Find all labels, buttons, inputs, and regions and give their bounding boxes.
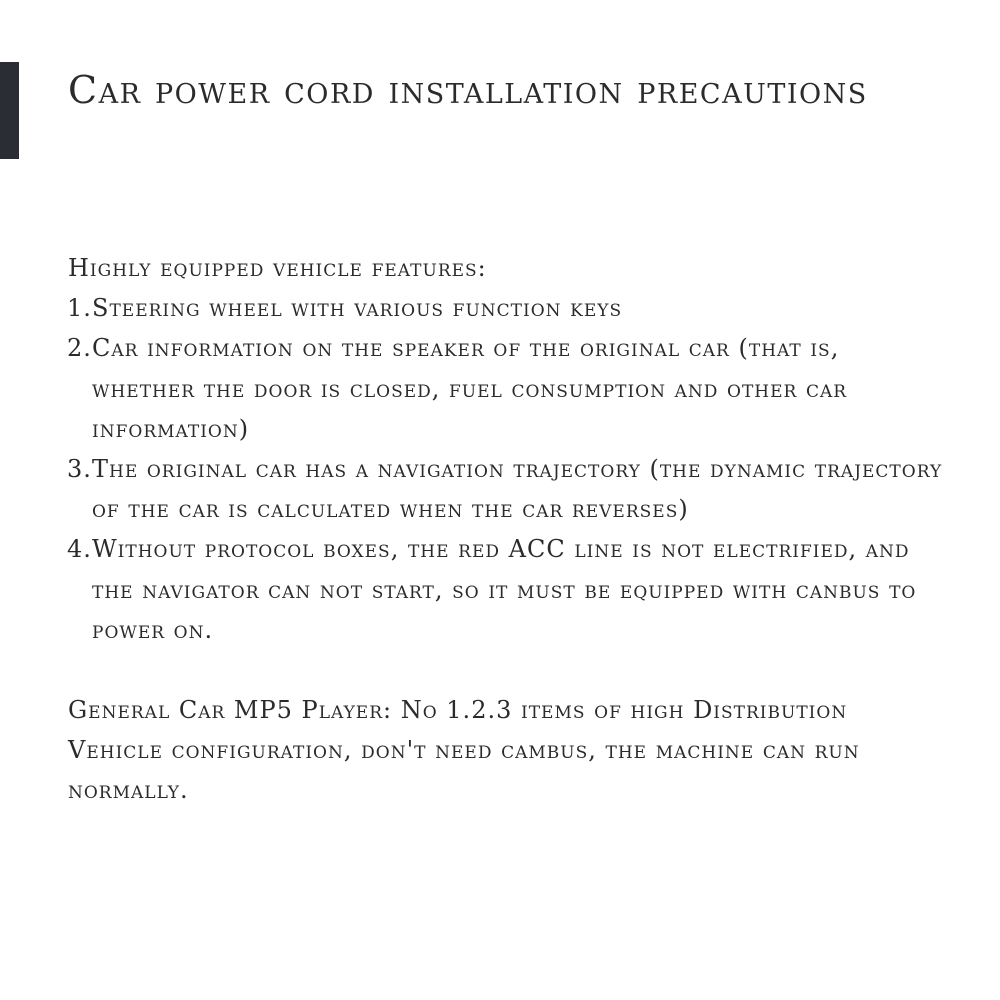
feature-item-4 xyxy=(68,529,948,650)
feature-number: 1. xyxy=(67,294,92,323)
general-player-note: General Car MP5 Player: No 1.2.3 items of high Distribution Vehicle configuration, don't need cambus, the machine can run normally. xyxy=(68,696,860,805)
feature-item-1 xyxy=(68,288,948,328)
feature-text: Car information on the speaker of the original car (that is, whether the door is closed, fuel consumption and other car information) xyxy=(92,334,848,443)
feature-item-3 xyxy=(68,449,948,529)
features-list xyxy=(68,288,948,650)
feature-text: The original car has a navigation trajectory (the dynamic trajectory of the car is calculated when the car reverses) xyxy=(92,455,943,524)
features-intro: Highly equipped vehicle features: xyxy=(68,254,487,282)
feature-item-2 xyxy=(68,328,948,449)
feature-number: 4. xyxy=(67,535,92,564)
feature-number: 3. xyxy=(67,455,92,484)
feature-text: Without protocol boxes, the red ACC line is not electrified, and the navigator can not start, so it must be equipped with canbus to power on. xyxy=(92,535,917,644)
page-title: Car power cord installation precautions xyxy=(68,68,868,112)
feature-number: 2. xyxy=(67,334,92,363)
feature-text: Steering wheel with various function keys xyxy=(92,294,623,323)
article-body xyxy=(68,248,948,811)
paragraph-spacer xyxy=(68,650,948,690)
title-accent-bar xyxy=(0,62,19,159)
